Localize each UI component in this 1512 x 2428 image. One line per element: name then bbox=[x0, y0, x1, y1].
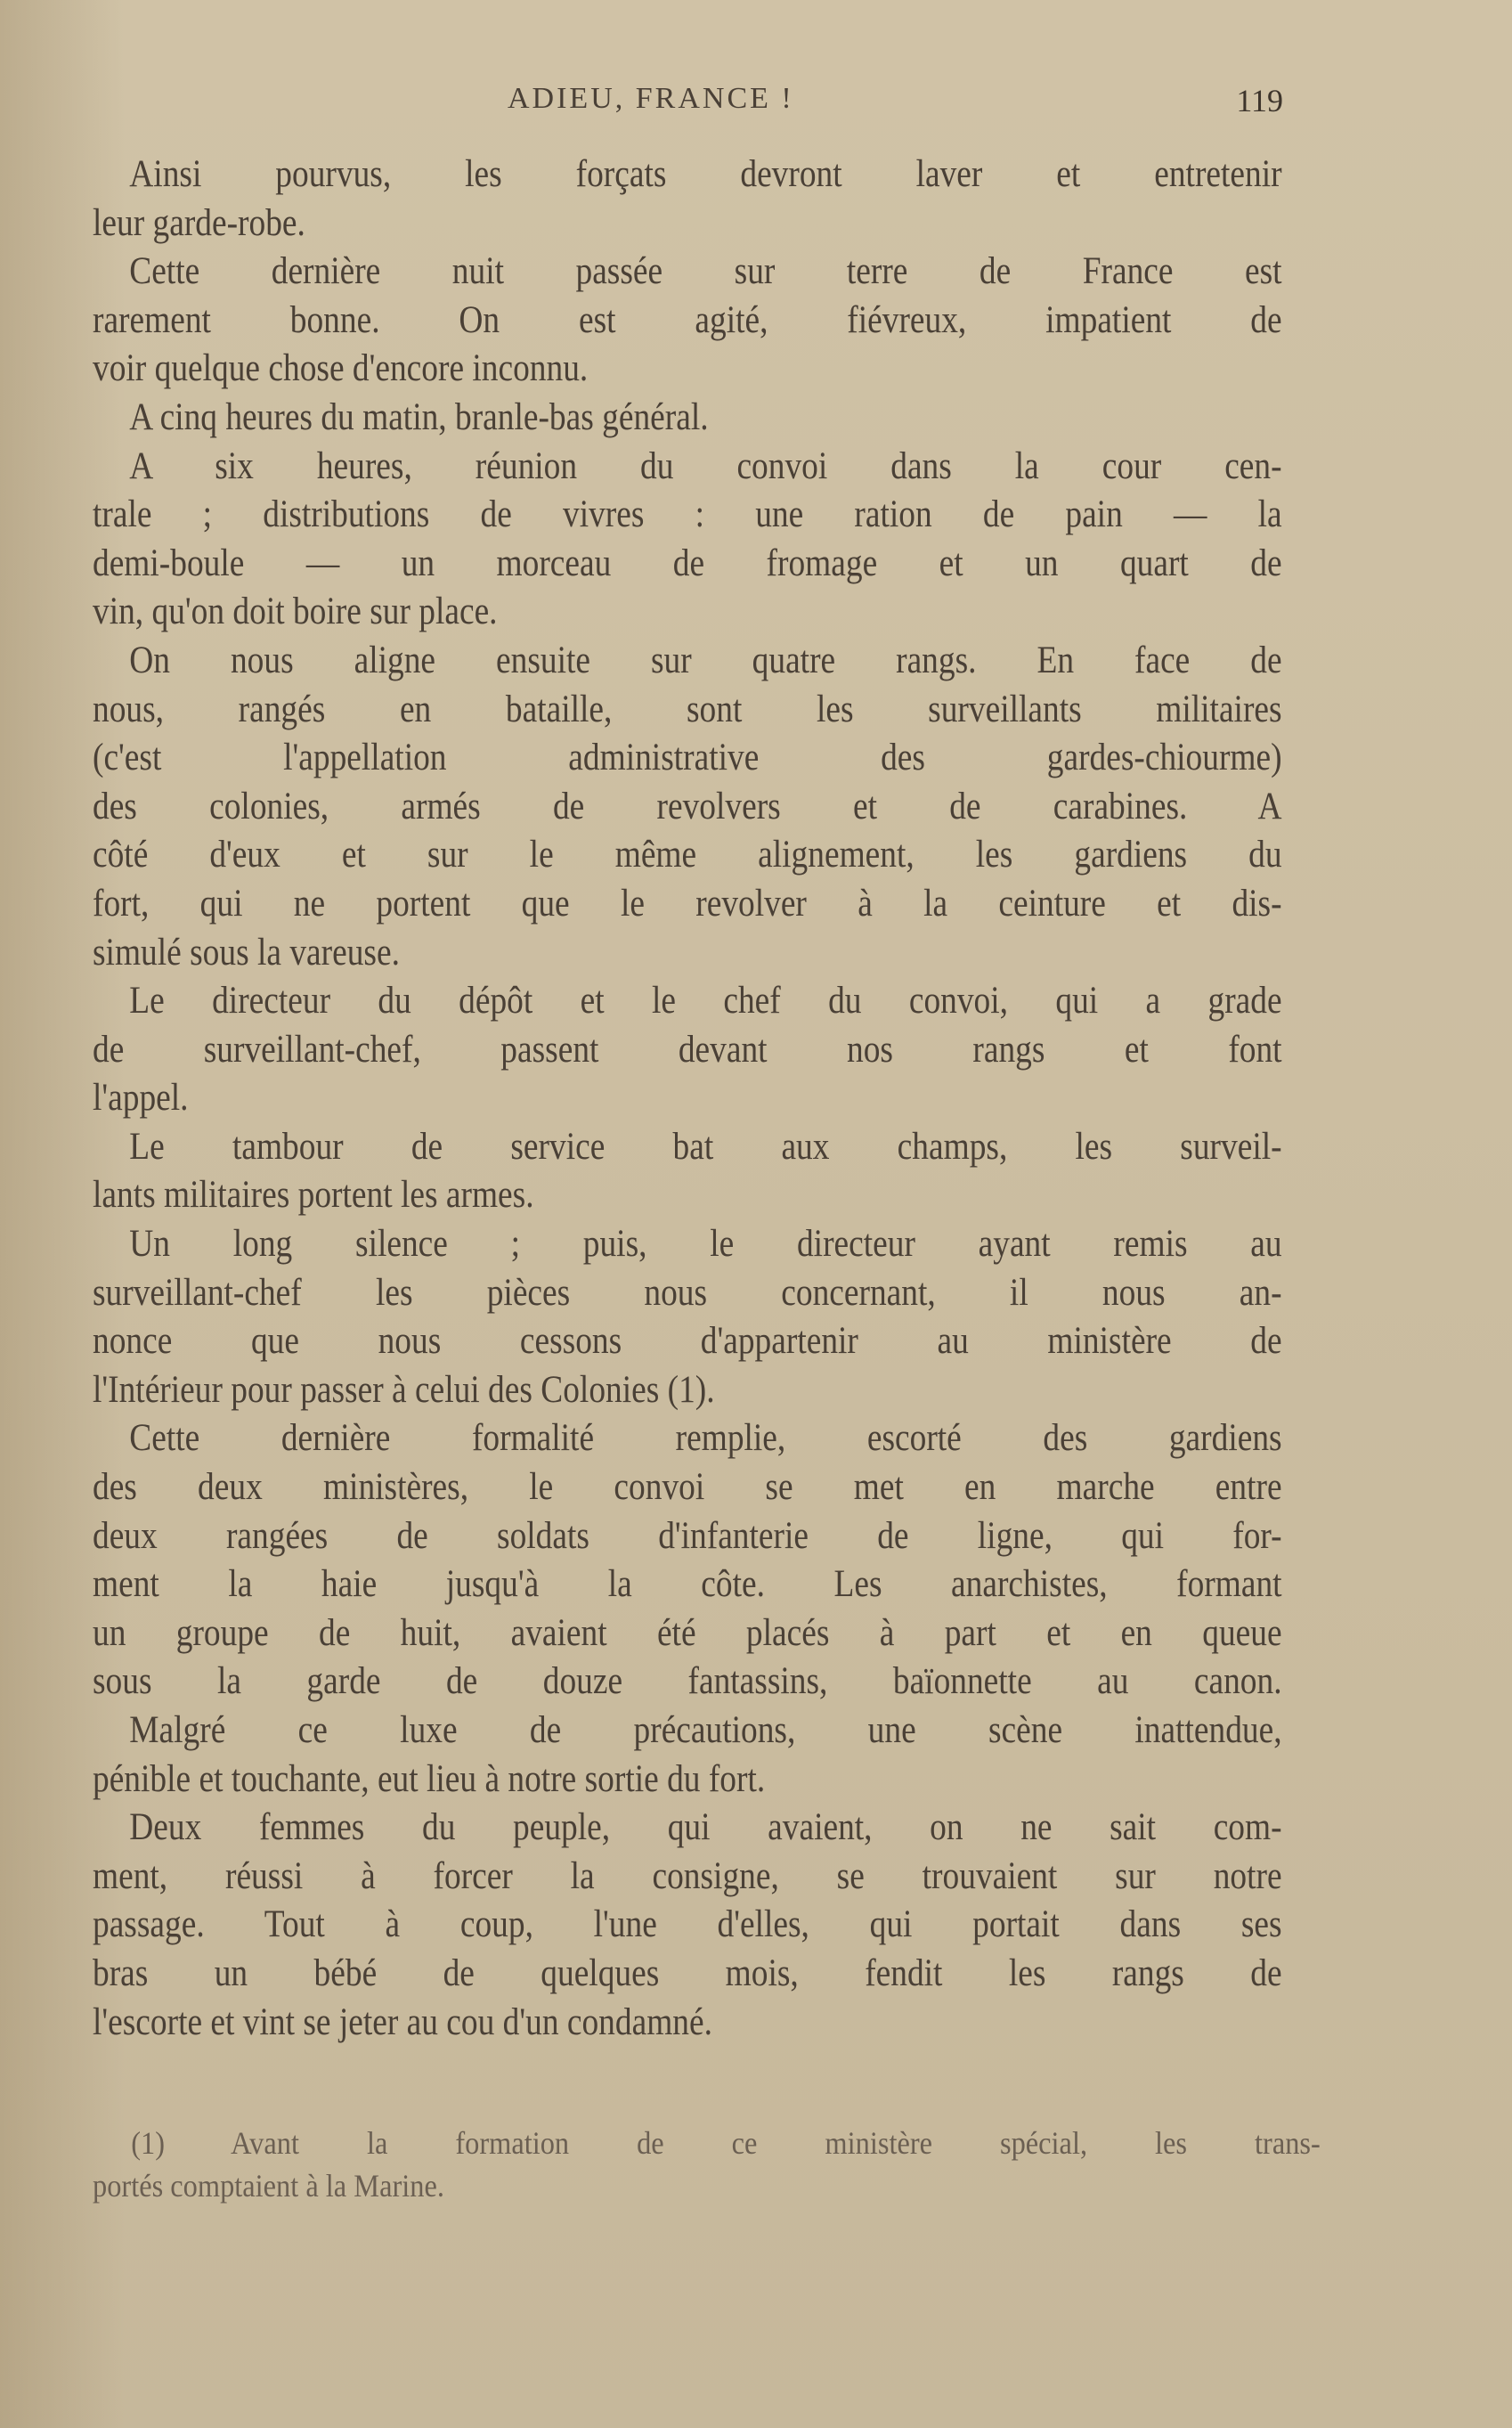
text-line: simulé sous la vareuse. bbox=[93, 930, 400, 974]
text-line: vin, qu'on doit boire sur place. bbox=[93, 590, 498, 633]
text-line: Deux femmes du peuple, qui avaient, on ne sait com- bbox=[129, 1805, 1282, 1849]
text-line: Cette dernière formalité remplie, escorté des gardiens bbox=[129, 1416, 1282, 1460]
paragraph bbox=[93, 393, 1282, 442]
text-line: l'appel. bbox=[93, 1076, 189, 1120]
text-line: Un long silence ; puis, le directeur ayant remis au bbox=[129, 1222, 1282, 1266]
paragraph bbox=[93, 1219, 1282, 1414]
paragraph bbox=[93, 150, 1282, 247]
text-line: passage. Tout à coup, l'une d'elles, qui portait dans ses bbox=[93, 1902, 1282, 1946]
body-text bbox=[93, 150, 1282, 2046]
text-line: côté d'eux et sur le même alignement, les gardiens du bbox=[93, 833, 1282, 876]
text-line: leur garde-robe. bbox=[93, 200, 305, 244]
text-line: ment, réussi à forcer la consigne, se trouvaient sur notre bbox=[93, 1854, 1282, 1897]
text-line: fort, qui ne portent que le revolver à la ceinture et dis- bbox=[93, 881, 1282, 925]
text-line: On nous aligne ensuite sur quatre rangs. En face de bbox=[129, 638, 1282, 681]
footnote-line: (1) Avant la formation de ce ministère spécial, les trans- bbox=[131, 2125, 1321, 2161]
text-line: sous la garde de douze fantassins, baïonnette au canon. bbox=[93, 1659, 1282, 1703]
running-header bbox=[93, 77, 1282, 130]
text-line: de surveillant-chef, passent devant nos rangs et font bbox=[93, 1027, 1282, 1071]
text-line: bras un bébé de quelques mois, fendit les rangs de bbox=[93, 1951, 1282, 1994]
paragraph bbox=[93, 442, 1282, 636]
text-line: Cette dernière nuit passée sur terre de France est bbox=[129, 249, 1282, 293]
text-line: trale ; distributions de vivres : une ration de pain — la bbox=[93, 493, 1282, 536]
text-line: lants militaires portent les armes. bbox=[93, 1173, 534, 1217]
text-line: A six heures, réunion du convoi dans la cour cen- bbox=[129, 444, 1282, 487]
text-line: voir quelque chose d'encore inconnu. bbox=[93, 346, 589, 390]
text-line: des colonies, armés de revolvers et de carabines. A bbox=[93, 784, 1282, 827]
paragraph bbox=[93, 247, 1282, 393]
text-line: demi-boule — un morceau de fromage et un quart de bbox=[93, 541, 1282, 584]
text-line: un groupe de huit, avaient été placés à part et en queue bbox=[93, 1610, 1282, 1654]
text-line: pénible et touchante, eut lieu à notre sortie du fort. bbox=[93, 1756, 766, 1800]
text-line: des deux ministères, le convoi se met en marche entre bbox=[93, 1465, 1282, 1509]
text-line: Ainsi pourvus, les forçats devront laver et entretenir bbox=[129, 152, 1282, 195]
text-line: l'Intérieur pour passer à celui des Colonies (1). bbox=[93, 1367, 715, 1411]
page-number: 119 bbox=[1236, 83, 1283, 118]
text-line: Le directeur du dépôt et le chef du convoi, qui a grade bbox=[129, 979, 1282, 1023]
paragraph bbox=[93, 1803, 1282, 2046]
text-line: l'escorte et vint se jeter au cou d'un condamné. bbox=[93, 2000, 712, 2043]
text-line: ment la haie jusqu'à la côte. Les anarchistes, formant bbox=[93, 1562, 1282, 1606]
paragraph bbox=[93, 1706, 1282, 1803]
text-line: surveillant-chef les pièces nous concernant, il nous an- bbox=[93, 1270, 1282, 1314]
page-content bbox=[93, 77, 1282, 2046]
text-line: nonce que nous cessons d'appartenir au ministère de bbox=[93, 1319, 1282, 1363]
paragraph bbox=[93, 976, 1282, 1122]
text-line: Malgré ce luxe de précautions, une scène inattendue, bbox=[129, 1708, 1282, 1751]
footnote bbox=[93, 2122, 1321, 2207]
text-line: (c'est l'appellation administrative des gardes-chiourme) bbox=[93, 736, 1282, 779]
text-line: deux rangées de soldats d'infanterie de ligne, qui for- bbox=[93, 1513, 1282, 1557]
text-line: nous, rangés en bataille, sont les surveillants militaires bbox=[93, 687, 1282, 730]
text-line: A cinq heures du matin, branle-bas général. bbox=[129, 395, 709, 438]
text-line: Le tambour de service bat aux champs, les surveil- bbox=[129, 1124, 1282, 1168]
running-title: ADIEU, FRANCE ! bbox=[508, 82, 794, 115]
text-line: rarement bonne. On est agité, fiévreux, impatient de bbox=[93, 297, 1282, 341]
paragraph bbox=[93, 636, 1282, 976]
paragraph bbox=[93, 1122, 1282, 1219]
footnote-line: portés comptaient à la Marine. bbox=[93, 2168, 444, 2204]
paragraph bbox=[93, 1414, 1282, 1706]
